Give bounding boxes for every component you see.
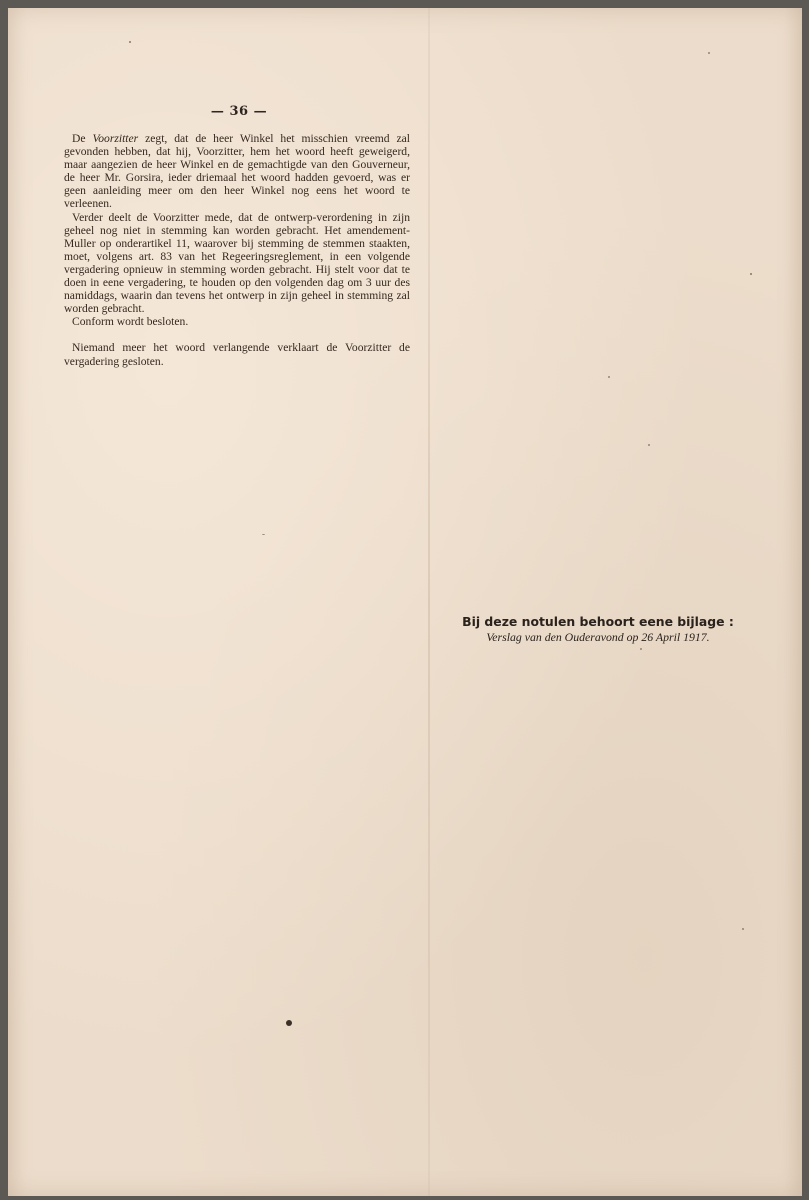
paragraph-chair-statement-text: zegt, dat de heer Winkel het misschien vreemd zal gevonden hebben, dat hij, Voorzitter, hem het woord heeft geweigerd, maar aangezien de heer Winkel en de gemachtigde van den Gouverneur, de heer Mr. Gorsira, ieder driemaal het woord hadden gevoerd, was er geen aanleiding meer om den heer Winkel nog eens het woord te verleenen. — [64, 132, 410, 211]
annex-subtitle: Verslag van den Ouderavond op 26 April 1917. — [486, 630, 710, 644]
paragraph-closing: Niemand meer het woord verlangende verklaart de Voorzitter de vergadering gesloten. — [64, 341, 410, 368]
ink-speck — [608, 376, 610, 378]
paragraph-chair-statement — [64, 132, 410, 211]
ink-speck — [262, 534, 265, 535]
paragraph-vote-procedure: Verder deelt de Voorzitter mede, dat de ontwerp-verordening in zijn geheel nog niet in stemming kan worden gebracht. Het amendement-Muller op onderartikel 11, waarover bij stemming de stemmen staakten, moet, volgens art. 83 van het Regeeringsreglement, in een volgende vergadering opnieuw in stemming worden gebracht. Hij stelt voor dat te doen in eene vergadering, te houden op den volgenden dag om 3 uur des namiddags, waarin dan tevens het ontwerp in zijn geheel in stemming zal worden gebracht. — [64, 210, 410, 316]
page-number: — 36 — — [210, 104, 268, 119]
annex-title: Bij deze notulen behoort eene bijlage : — [462, 614, 734, 629]
annex-note — [438, 614, 758, 645]
ink-speck — [708, 52, 710, 54]
ink-speck — [640, 648, 642, 650]
ink-speck — [286, 1020, 292, 1026]
paragraph-lead-in: De — [72, 132, 93, 145]
ink-speck — [129, 41, 131, 43]
speaker-name: Voorzitter — [92, 132, 139, 145]
page-fold — [428, 8, 430, 1196]
ink-speck — [648, 444, 650, 446]
minutes-text-column — [64, 132, 410, 368]
document-page — [8, 8, 802, 1196]
ink-speck — [750, 273, 752, 275]
ink-speck — [742, 928, 744, 930]
paragraph-resolution: Conform wordt besloten. — [72, 315, 189, 329]
